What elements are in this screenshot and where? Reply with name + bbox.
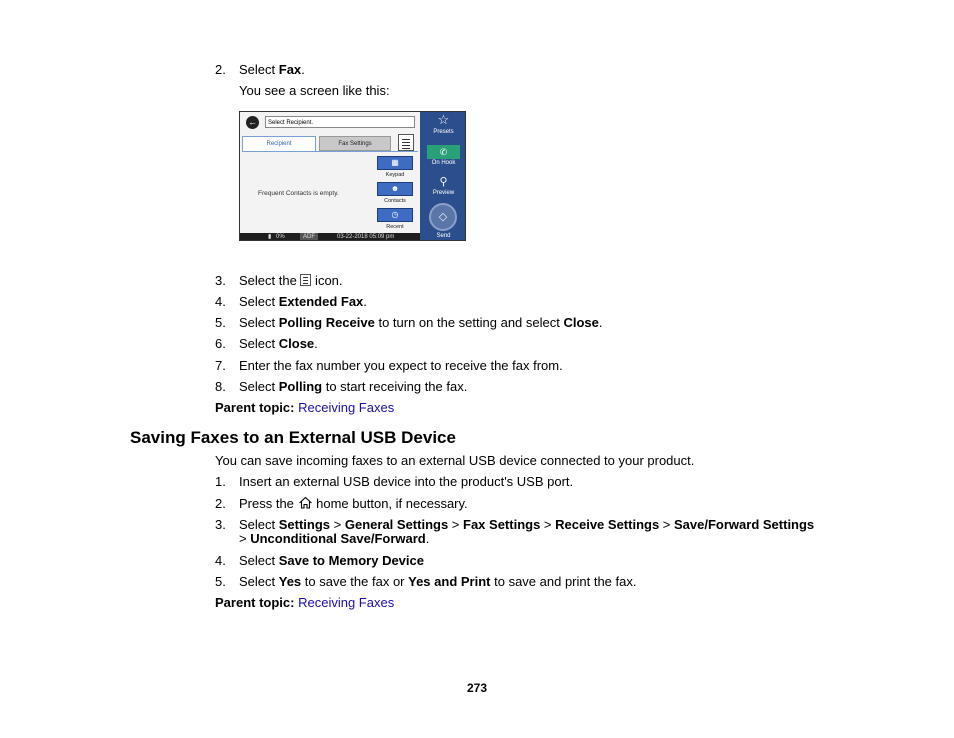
step-text-part: . [363,294,367,309]
parent-topic-link[interactable]: Receiving Faxes [298,400,395,415]
status-percent: 0% [276,234,285,240]
home-icon [298,496,313,509]
step-text-part: > [330,517,345,532]
step-number: 8. [215,379,226,394]
on-hook-label: On Hook [431,160,456,166]
page-number: 273 [466,681,488,695]
section-heading: Saving Faxes to an External USB Device [130,428,456,447]
tab-fax-settings: Fax Settings [319,136,391,151]
ui-term: Polling Receive [278,315,375,330]
ui-term: Close [278,336,315,351]
back-arrow-icon: ← [248,117,257,127]
menu-icon [398,134,414,151]
step-text-part: Select [239,574,279,589]
step-text-part: Select [239,379,279,394]
step-text [239,273,343,288]
step-number: 2. [215,496,226,511]
step-subtext: You see a screen like this: [239,83,390,98]
recent-label: Recent [386,224,404,230]
ui-term: Unconditional Save/Forward [250,531,426,546]
ui-term: Polling [278,379,323,394]
step-number: 4. [215,553,226,568]
step-text-part: Select [239,62,279,77]
recipient-input: Select Recipient. [265,116,415,128]
send-label: Send [436,233,451,239]
step-number: 4. [215,294,226,309]
step-text-part: Select [239,553,279,568]
fax-screen-right-panel [420,112,466,241]
step-text [239,315,603,330]
step-text-part: Select the [239,273,301,288]
step-text-part: Select [239,315,279,330]
section-intro: You can save incoming faxes to an external USB device connected to your product. [215,453,695,468]
keypad-label: Keypad [385,172,405,178]
recent-icon: ◷ [377,208,413,222]
step-text: Enter the fax number you expect to receive the fax from. [239,358,563,373]
contacts-label: Contacts [384,198,406,204]
step-text [239,379,467,394]
step-text-part: . [314,336,318,351]
step-number: 5. [215,574,226,589]
memory-icon: ▮ [268,234,272,240]
parent-topic-label: Parent topic: [215,400,295,415]
step-number: 3. [215,517,226,532]
ui-term: Receive Settings [555,517,660,532]
step-text [239,517,814,532]
ui-term: Extended Fax [278,294,364,309]
step-number: 2. [215,62,226,77]
parent-topic [215,400,394,415]
step-text-part: home button, if necessary. [312,496,468,511]
ui-term: Yes [278,574,302,589]
presets-label: Presets [433,129,454,135]
step-text-part: . [301,62,305,77]
step-text-part: Select [239,336,279,351]
ui-term: Settings [278,517,331,532]
ui-term: Close [563,315,599,330]
ui-term: Fax Settings [463,517,541,532]
step-text [239,62,305,77]
step-number: 7. [215,358,226,373]
step-text-part: to save the fax or [301,574,409,589]
step-text: Insert an external USB device into the product's USB port. [239,474,574,489]
status-bar [240,233,420,241]
parent-topic-link[interactable]: Receiving Faxes [298,595,395,610]
step-text [239,496,468,511]
step-number: 6. [215,336,226,351]
phone-icon: ✆ [427,145,460,159]
step-text-part: . [425,531,430,546]
contacts-icon: ☻ [377,182,413,196]
step-number: 1. [215,474,226,489]
fax-screen-main [240,112,420,233]
step-text [239,553,424,568]
step-number: 5. [215,315,226,330]
status-adf: ADF [300,233,318,241]
step-text-part: to save and print the fax. [490,574,637,589]
step-text-continued [239,531,429,546]
ui-term: Save to Memory Device [278,553,424,568]
step-text [239,336,318,351]
step-number: 3. [215,273,226,288]
step-text-part: . [598,315,603,330]
step-text-part: > [540,517,556,532]
send-icon: ◇ [429,203,457,231]
ui-term: Fax [278,62,302,77]
parent-topic-label: Parent topic: [215,595,295,610]
tab-recipient: Recipient [242,136,316,151]
step-text-part: Press the [239,496,298,511]
fax-screen-screenshot [239,111,466,241]
step-text-part: to start receiving the fax. [322,379,468,394]
ui-term: Save/Forward Settings [674,517,815,532]
step-text-part: > [659,517,675,532]
preview-icon: ⚲ [439,176,448,188]
step-text-part: > [448,517,464,532]
step-text-part: to turn on the setting and select [374,315,564,330]
step-text [239,574,636,589]
step-text-part: Select [239,294,279,309]
preview-label: Preview [432,190,455,196]
status-datetime: 03-22-2018 05:09 pm [337,234,395,240]
menu-icon [300,274,311,286]
ui-term: General Settings [344,517,449,532]
star-icon: ☆ [437,112,450,127]
step-text-part: > [239,531,251,546]
keypad-icon: ▦ [377,156,413,170]
step-text-part: icon. [311,273,343,288]
tab-divider [242,151,418,152]
parent-topic [215,595,394,610]
step-text [239,294,367,309]
empty-message: Frequent Contacts is empty. [258,190,339,197]
step-text-part: Select [239,517,279,532]
ui-term: Yes and Print [408,574,491,589]
